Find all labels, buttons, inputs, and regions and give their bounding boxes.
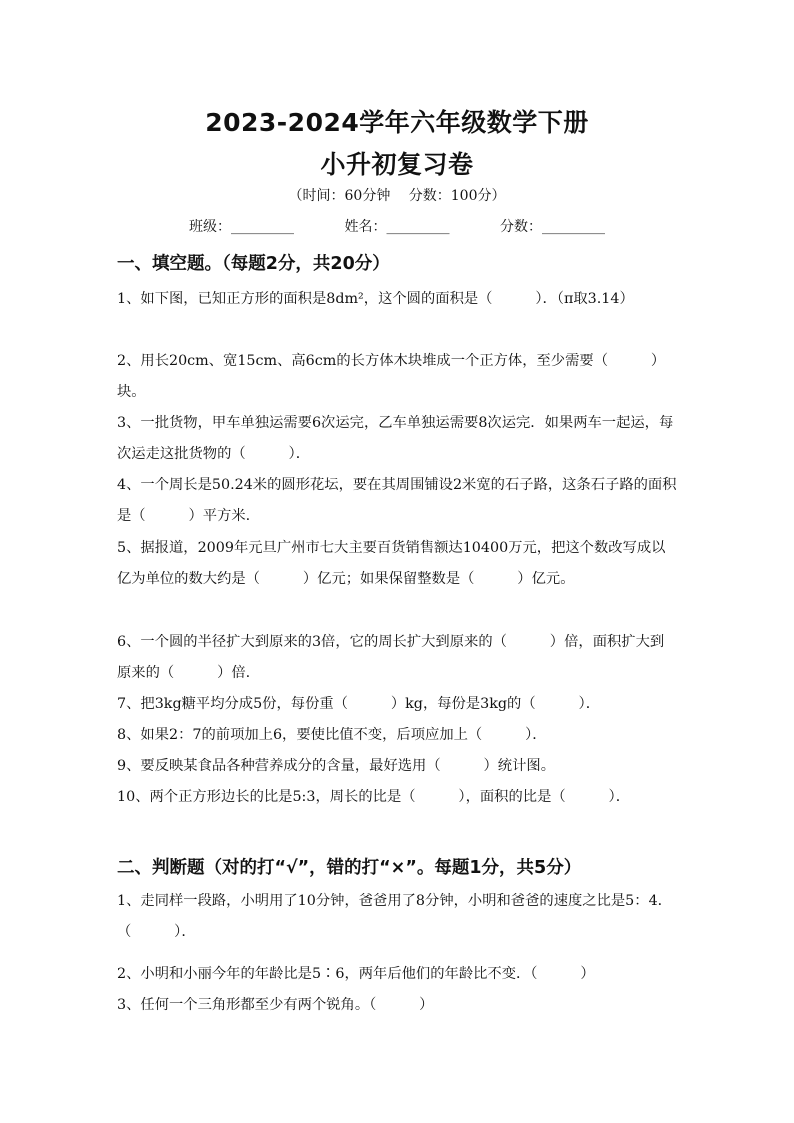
time-score-info: （时间：60分钟 分数：100分） <box>288 188 506 204</box>
fill-question-3: 3、一批货物，甲车单独运需要6次运完，乙车单独运需要8次运完．如果两车一起运，每次运走这批货物的（ ）． <box>117 415 674 462</box>
fill-question-6: 6、一个圆的半径扩大到原来的3倍，它的周长扩大到原来的（ ）倍，面积扩大到原来的（ ）倍. <box>117 634 665 681</box>
fill-question-4: 4、一个周长是50.24米的圆形花坛，要在其周围铺设2米宽的石子路，这条石子路的面积是（ ）平方米. <box>117 477 677 524</box>
class-field: 班级：_________ <box>189 219 295 235</box>
section1-heading: 一、填空题。（每题2分，共20分） <box>117 254 390 274</box>
fill-question-8: 8、如果2：7的前项加上6，要使比值不变，后项应加上（ ）． <box>117 727 547 743</box>
score-field: 分数：_________ <box>499 219 605 235</box>
name-field: 姓名：_________ <box>344 219 450 235</box>
fill-question-9: 9、要反映某食品各种营养成分的含量，最好选用（ ）统计图。 <box>117 758 555 774</box>
judge-question-3: 3、任何一个三角形都至少有两个锐角。（ ） <box>117 997 434 1013</box>
fill-question-2: 2、用长20cm、宽15cm、高6cm的长方体木块堆成一个正方体，至少需要（ ）块。 <box>117 353 666 400</box>
exam-title-line2: 小升初复习卷 <box>320 150 474 179</box>
student-info-row <box>0 216 794 236</box>
judge-question-1: 1、走同样一段路，小明用了10分钟，爸爸用了8分钟，小明和爸爸的速度之比是5：4．（ ）． <box>117 893 672 940</box>
fill-question-1: 1、如下图，已知正方形的面积是8dm²，这个圆的面积是（ ）．（π取3.14） <box>117 291 634 307</box>
fill-question-5: 5、据报道，2009年元旦广州市七大主要百货销售额达10400万元，把这个数改写成以亿为单位的数大约是（ ）亿元；如果保留整数是（ ）亿元。 <box>117 540 666 587</box>
section2-heading: 二、判断题（对的打“√”，错的打“×”。每题1分，共5分） <box>117 858 582 878</box>
judge-question-2: 2、小明和小丽今年的年龄比是5∶6，两年后他们的年龄比不变．（ ） <box>117 966 595 982</box>
fill-question-10: 10、两个正方形边长的比是5:3，周长的比是（ ），面积的比是（ ）． <box>117 789 630 805</box>
exam-title-line1: 2023-2024学年六年级数学下册 <box>205 108 589 137</box>
fill-question-7: 7、把3kg糖平均分成5份，每份重（ ）kg，每份是3kg的（ ）． <box>117 696 600 712</box>
